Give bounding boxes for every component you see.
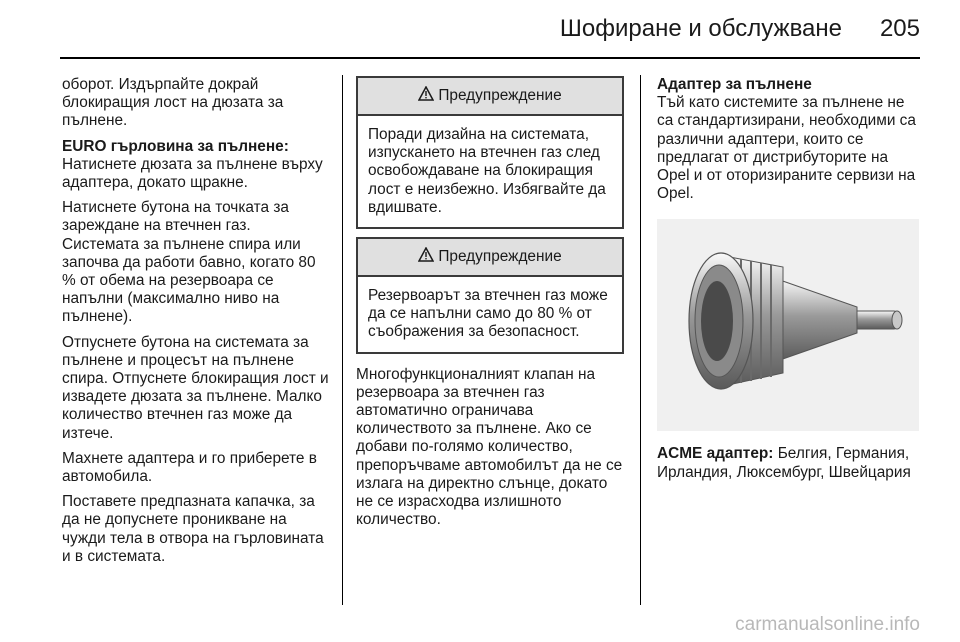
euro-text: Натиснете дюзата за пълнене върху адаптера, докато щракне. <box>62 155 323 192</box>
page-header <box>0 0 960 60</box>
paragraph: Многофункционалният клапан на резервоара за втечнен газ автоматично ограничава количеството за пълнене. Ако се добави по-голямо количество, препоръчваме автомобилът да не се излага на директно слънце, докато не се израсходва излишното количество. <box>356 365 623 529</box>
acme-label: ACME адаптер: <box>657 445 774 463</box>
paragraph: Махнете адаптера и го приберете в автомобила. <box>62 449 317 486</box>
warning-title: Предупреждение <box>438 86 562 104</box>
column-right <box>657 76 922 489</box>
watermark: carmanualsonline.info <box>735 614 920 635</box>
column-divider-1 <box>342 75 343 605</box>
warning-header <box>358 78 622 116</box>
column-divider-2 <box>640 75 641 605</box>
paragraph: оборот. Издърпайте докрай блокиращия лост на дюзата за пълнене. <box>62 76 284 130</box>
paragraph: Тъй като системите за пълнене не са стандартизирани, необходими са различни адаптери, които се предлагат от дистрибуторите на Opel и от оторизираните сервизи на Opel. <box>657 94 916 203</box>
header-divider <box>60 57 920 59</box>
warning-box <box>356 237 624 354</box>
paragraph: Отпуснете бутона на системата за пълнене и процесът на пълнене спира. Отпуснете блокиращия лост и извадете дюзата за пълнене. Малко количество втечнен газ може да изтече. <box>62 333 329 442</box>
paragraph: Поставете предпазната капачка, за да не допуснете проникване на чужди тела в отвора на гърловината и в системата. <box>62 493 324 565</box>
paragraph-euro <box>62 138 332 193</box>
warning-text: Поради дизайна на системата, изпускането на втечнен газ след освобождаване на блокиращия лост е неизбежно. Избягвайте да вдишвате. <box>368 126 606 216</box>
column-middle <box>356 76 624 536</box>
paragraph: Натиснете бутона на точката за зареждане на втечнен газ. Системата за пълнене спира или започва да работи бавно, когато 80 % от обема на резервоара се напълни (максимално ниво на пълнене). <box>62 199 316 326</box>
warning-title: Предупреждение <box>438 247 562 265</box>
warning-header <box>358 239 622 277</box>
acme-adapter-image <box>657 219 919 431</box>
paragraph-acme <box>657 445 922 481</box>
warning-box <box>356 76 624 229</box>
euro-label: EURO гърловина за пълнене: <box>62 137 289 155</box>
warning-triangle-icon <box>418 86 434 106</box>
warning-triangle-icon <box>418 247 434 267</box>
section-heading: Адаптер за пълнене <box>657 76 812 93</box>
page-number: 205 <box>879 15 920 42</box>
acme-text: Белгия, Германия, Ирландия, Люксембург, Швейцария <box>657 445 911 481</box>
page-title: Шофиране и обслужване <box>559 15 842 42</box>
column-left <box>62 76 332 573</box>
warning-text: Резервоарът за втечнен газ може да се напълни само до 80 % от съображения за безопасност. <box>368 287 608 341</box>
